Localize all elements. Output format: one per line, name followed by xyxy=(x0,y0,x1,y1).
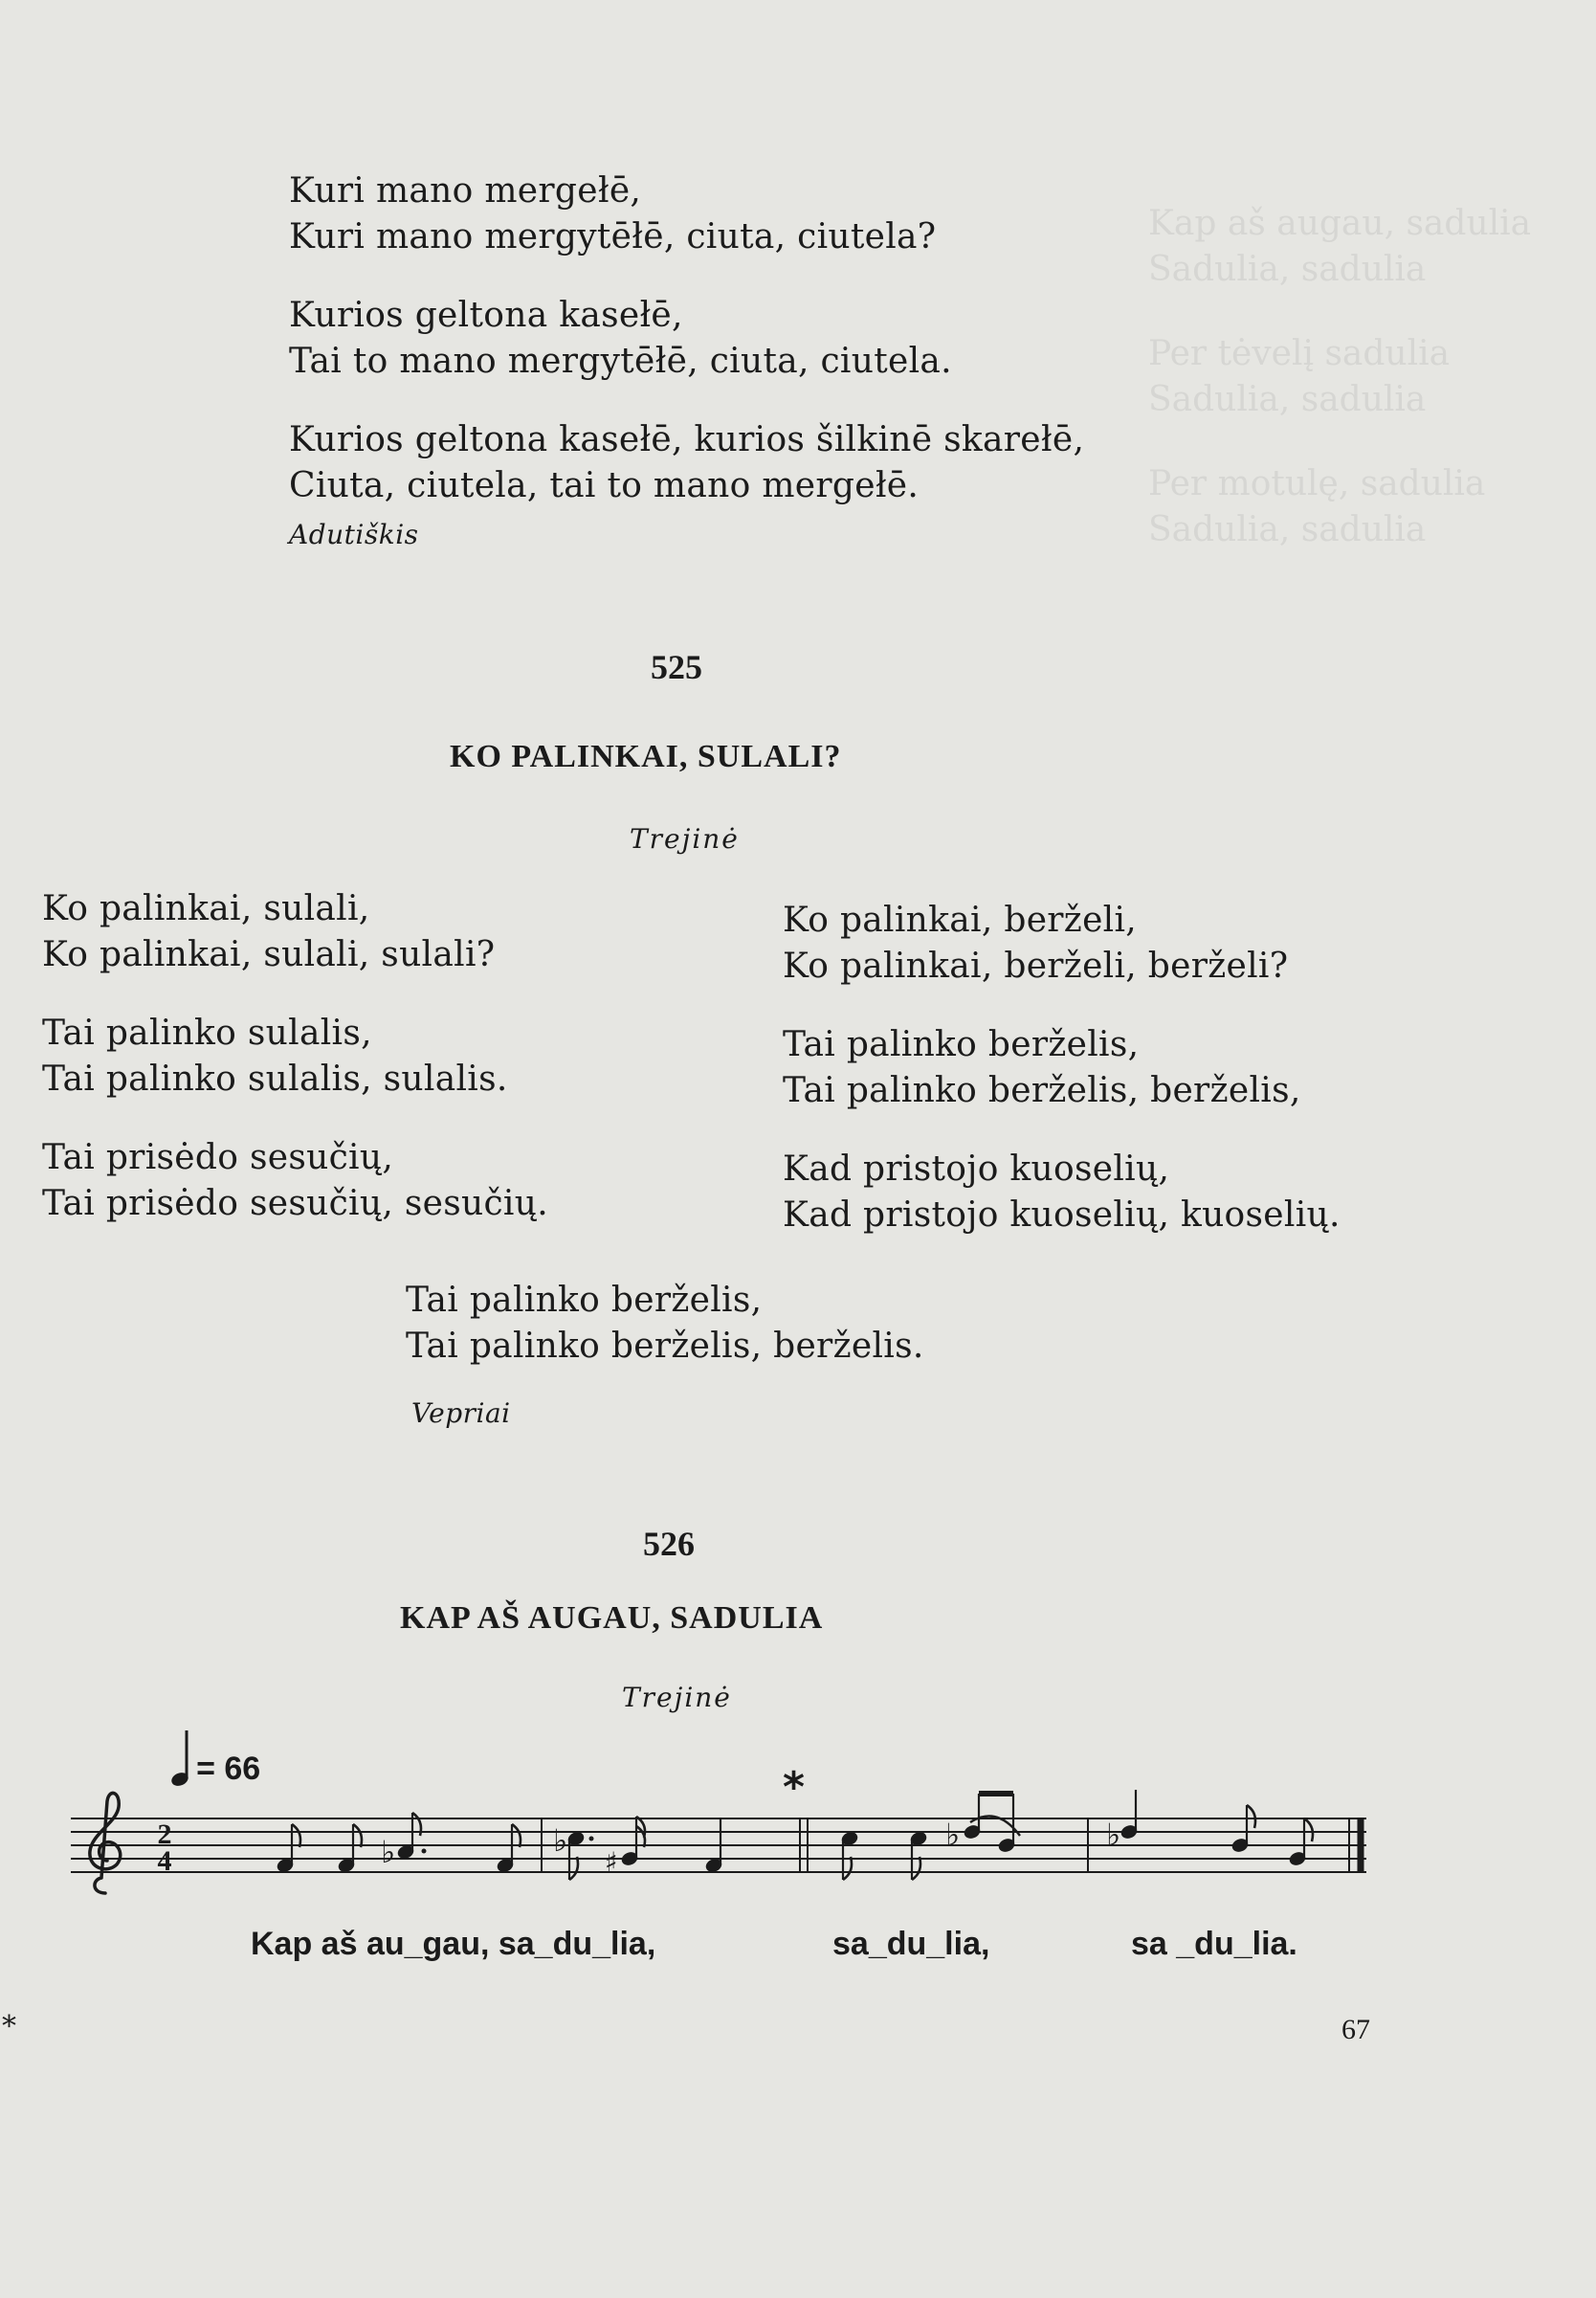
verse-line: Ko palinkai, berželi, xyxy=(783,901,1138,940)
verse-line: Ko palinkai, sulali, xyxy=(42,889,370,928)
song-number: 526 xyxy=(643,1525,695,1563)
verse-line: Kad pristojo kuoselių, xyxy=(783,1149,1170,1189)
verse-line: Tai palinko berželis, xyxy=(406,1281,763,1320)
verse-line: Tai prisėdo sesučių, xyxy=(42,1138,394,1177)
verse-line: Ko palinkai, sulali, sulali? xyxy=(42,935,496,974)
treble-clef-icon xyxy=(90,1793,121,1893)
stanza xyxy=(783,1147,1341,1238)
flat-quarter-note xyxy=(1106,1790,1139,1853)
verse-line: Kad pristojo kuoselių, kuoselių. xyxy=(783,1195,1341,1235)
time-signature-top: 2 xyxy=(157,1818,172,1850)
verse-line: Tai palinko berželis, berželis. xyxy=(406,1327,924,1366)
stanza xyxy=(42,1011,548,1103)
asterisk-mark: * xyxy=(783,1763,806,1812)
svg-text:♭: ♭ xyxy=(945,1817,961,1853)
tempo-value: = 66 xyxy=(196,1751,261,1787)
stanza xyxy=(289,168,1084,260)
quarter-note-icon xyxy=(170,1729,191,1788)
source-label: Vepriai xyxy=(411,1397,511,1429)
top-song xyxy=(289,168,1084,550)
svg-text:♯: ♯ xyxy=(605,1846,618,1878)
final-stanza xyxy=(406,1278,924,1370)
lyric-line: sa _du_lia. xyxy=(1131,1926,1297,1962)
lyric-line: sa_du_lia, xyxy=(832,1926,990,1962)
stanza xyxy=(289,293,1084,385)
verse-line: Kurios geltona kasełē, kurios šilkinē skarełē, xyxy=(289,420,1085,459)
verse-line: Tai palinko berželis, xyxy=(783,1025,1140,1064)
verse-line: Tai palinko berželis, berželis, xyxy=(783,1071,1301,1110)
stanza xyxy=(42,1135,548,1227)
right-column xyxy=(783,898,1341,1271)
page-number: 67 xyxy=(1341,2014,1370,2045)
verse-line: Ciuta, ciutela, tai to mano mergełē. xyxy=(289,466,920,505)
verse-line: Tai to mano mergytēłē, ciuta, ciutela. xyxy=(289,342,952,381)
verse-line: Tai prisėdo sesučių, sesučių. xyxy=(42,1184,548,1223)
song-title: KO PALINKAI, SULALI? xyxy=(450,739,842,774)
song-title: KAP AŠ AUGAU, SADULIA xyxy=(400,1600,824,1636)
stanza xyxy=(783,1022,1341,1114)
flat-eighth-note xyxy=(381,1813,427,1870)
song-form: Trejinė xyxy=(622,1682,732,1713)
verse-line: Kuri mano mergytēłē, ciuta, ciutela? xyxy=(289,217,937,257)
verse-line: Kuri mano mergełē, xyxy=(289,171,642,211)
lyric-line: Kap aš au_gau, sa_du_lia, xyxy=(251,1926,656,1962)
verse-line: Tai palinko sulalis, sulalis. xyxy=(42,1060,508,1099)
sharp-sixteenth-note xyxy=(605,1817,645,1878)
verse-line: Ko palinkai, berželi, berželi? xyxy=(783,947,1289,986)
svg-text:♭: ♭ xyxy=(381,1834,396,1870)
source-label: Adutiškis xyxy=(289,519,419,550)
svg-text:♭: ♭ xyxy=(553,1822,568,1859)
time-signature-bottom: 4 xyxy=(157,1845,172,1877)
verse-line: Tai palinko sulalis, xyxy=(42,1014,372,1053)
music-staff xyxy=(0,1780,1378,1933)
show-through: Kap aš augau, sadulia Sadulia, sadulia Per tėvelį sadulia Sadulia, sadulia Per motulę, sadulia Sadulia, sadulia xyxy=(1148,204,1532,549)
tempo-marking xyxy=(170,1729,260,1788)
left-column xyxy=(42,886,548,1260)
svg-text:♭: ♭ xyxy=(1106,1817,1121,1853)
footnote-mark: * xyxy=(2,2010,16,2043)
song-form: Trejinė xyxy=(630,823,740,855)
song-number: 525 xyxy=(651,648,702,686)
stanza xyxy=(783,898,1341,990)
stanza xyxy=(42,886,548,978)
notes xyxy=(276,1790,1313,1880)
verse-line: Kurios geltona kasełē, xyxy=(289,296,683,335)
stanza xyxy=(289,417,1084,509)
